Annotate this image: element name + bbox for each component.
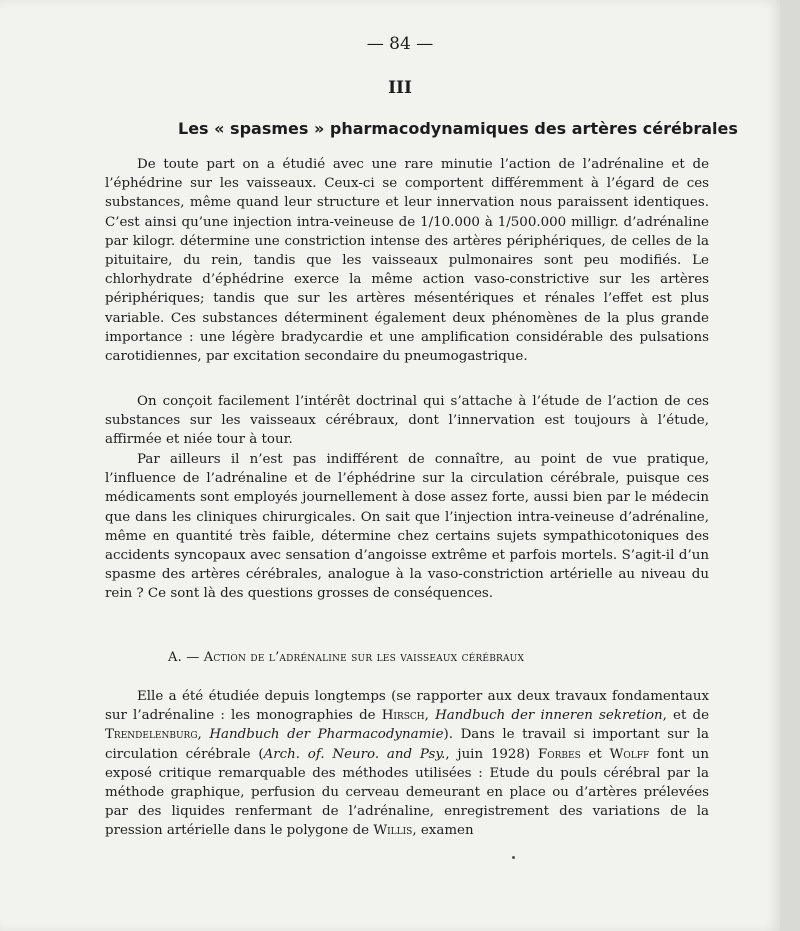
paragraph-text: Par ailleurs il n’est pas indifférent de connaître, au point de vue pratique, l’influence de l’adrénaline et de l’éphédrine sur la circulation cérébrale, puisque ces médicaments sont employés journellement à dose assez forte, aussi bien par le médecin que dans les cliniques chirurgicales. On sait que l’injection intra-veineuse d’adrénaline, même en quantité très faible, détermine chez certains sujets sympathicotoniques des accidents syncopaux avec sensation d’angoisse extrême et parfois mortels. S’agit-il d’un spasme des artères cérébrales, analogue à la vaso-constriction artérielle au niveau du rein ? Ce sont là des questions grosses de conséquences. bbox=[105, 452, 709, 602]
author-name: Willis bbox=[373, 823, 413, 839]
book-title: Handbuch der inneren sekretion bbox=[435, 708, 663, 724]
author-name: Forbes bbox=[537, 746, 581, 762]
paragraph-4 bbox=[105, 687, 709, 841]
text-run: ). Dans le travail si important sur la circulation cérébrale ( bbox=[105, 727, 710, 762]
text-run: Elle a été étudiée depuis longtemps (se rapporter aux deux travaux fondamentaux sur l’adrénaline : les monographies de bbox=[105, 689, 709, 724]
paragraph-text bbox=[105, 687, 709, 841]
text-run: , examen bbox=[412, 823, 474, 839]
chapter-number: III bbox=[388, 78, 412, 98]
paragraph-3 bbox=[105, 450, 709, 604]
speck bbox=[512, 856, 515, 859]
text-run: , bbox=[197, 727, 210, 743]
text-run: et bbox=[580, 746, 610, 762]
paragraph-text: On conçoit facilement l’intérêt doctrinal qui s’attache à l’étude de l’action de ces substances sur les vaisseaux cérébraux, dont l’innervation est toujours à l’étude, affirmée et niée tour à tour. bbox=[105, 394, 709, 448]
text-run: font un exposé critique remarquable des méthodes utilisées : Etude du pouls cérébral par la méthode graphique, perfusion du cerveau demeurant en place ou d’artères prélevées par des liquides renfermant de l’adrénaline, enregistrement des variations de la pression artérielle dans le polygone de bbox=[105, 746, 709, 839]
text-run: , bbox=[424, 708, 436, 724]
paragraph-2 bbox=[105, 392, 709, 450]
text-run: , juin 1928) bbox=[445, 746, 538, 762]
section-heading: A. — Action de l’adrénaline sur les vaisseaux cérébraux bbox=[168, 650, 525, 665]
paragraph-1 bbox=[105, 155, 709, 366]
author-name: Trendelenburg bbox=[105, 727, 198, 743]
text-run: , et de bbox=[662, 708, 710, 724]
paragraph-text: De toute part on a étudié avec une rare minutie l’action de l’adrénaline et de l’éphédrine sur les vaisseaux. Ceux-ci se comportent différemment à l’égard de ces substances, même quand leur structure et leur innervation nous paraissent identiques. C’est ainsi qu’une injection intra-veineuse de 1/10.000 à 1/500.000 milligr. d’adrénaline par kilogr. détermine une constriction intense des artères périphériques, de celles de la pituitaire, du rein, tandis que les vaisseaux pulmonaires sont peu modifiés. Le chlorhydrate d’éphédrine exerce la même action vaso-constrictive sur les artères périphériques; tandis que sur les artères mésentériques et rénales l’effet est plus variable. Ces substances déterminent également deux phénomènes de la plus grande importance : une légère bradycardie et une amplification considérable des pulsations carotidiennes, par excitation secondaire du pneumogastrique. bbox=[105, 157, 709, 365]
book-title: Handbuch der Pharmacodynamie bbox=[209, 727, 444, 743]
author-name: Wolff bbox=[609, 746, 650, 762]
author-name: Hirsch bbox=[381, 708, 425, 724]
journal-title: Arch. of. Neuro. and Psy. bbox=[263, 746, 446, 762]
chapter-title: Les « spasmes » pharmacodynamiques des artères cérébrales bbox=[178, 119, 738, 138]
page-number: — 84 — bbox=[366, 34, 434, 54]
